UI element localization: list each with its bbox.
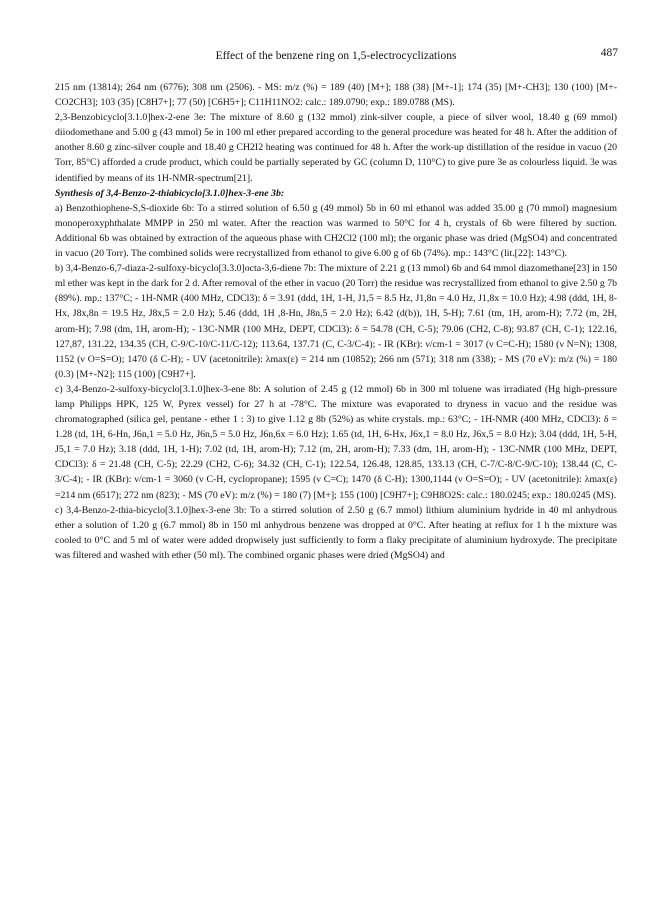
body-text: [55, 80, 617, 563]
paragraph-step-b: b) 3,4-Benzo-6,7-diaza-2-sulfoxy-bicyclo[3.3.0]octa-3,6-diene 7b: The mixture of 2.21 g (13 mmol) 6b and 64 mmol diazomethane[23] in 150 ml ether was kept in the dark for 2 d. After removal of the ether in vacuo (20 Torr) the residue was recrystallized from ethanol to give 2.50 g 7b (89%). mp.: 137°C; - 1H-NMR (400 MHz, CDCl3): δ = 3.91 (ddd, 1H, 1-H, J1,5 = 8.5 Hz, J1,8n = 4.0 Hz, J1,8x = 10.0 Hz); 4.98 (ddd, 1H, 8-Hx, J8x,8n = 19.5 Hz, J8x,5 = 2.0 Hz); 5.46 (ddd, 1H ,8-Hn, J8n,5 = 2.0 Hz); 6.42 (d(b)), 1H, 5-H); 7.61 (tm, 1H, arom-H); 7.72 (m, 2H, arom-H); 7.98 (dm, 1H, arom-H); - 13C-NMR (100 MHz, DEPT, CDCl3): δ = 54.78 (CH, C-5); 79.06 (CH2, C-8); 93.87 (CH, C-1); 122.16, 127,87, 131.22, 134.35 (CH, C-9/C-10/C-11/C-12); 113.64, 137.71 (C, C-3/C-4); - IR (KBr): ν/cm-1 = 3017 (ν C=C-H); 1580 (ν N=N); 1308, 1152 (ν O=S=O); 1470 (δ C-H); - UV (acetonitrile): λmax(ε) = 214 nm (10852); 266 nm (571); 318 nm (338); - MS (70 eV): m/z (%) = 180 (0.3) [M+-N2]; 115 (100) [C9H7+].: [55, 263, 617, 380]
paragraph-ms-data: 215 nm (13814); 264 nm (6776); 308 nm (2506). - MS: m/z (%) = 189 (40) [M+]; 188 (38) [M+-1]; 174 (35) [M+-CH3]; 130 (100) [M+-CO2CH3]; 103 (35) [C8H7+]; 77 (50) [C6H5+]; C11H11NO2: calc.: 189.0790; exp.: 189.0788 (MS).: [55, 82, 617, 109]
paragraph-step-a: a) Benzothiophene-S,S-dioxide 6b: To a stirred solution of 6.50 g (49 mmol) 5b in 60 ml ethanol was added 35.00 g (70 mmol) magnesium monoperoxyphthalate MMPP in 250 ml water. After the reaction was warmed to 50°C for 4 h, crystals of 6b were filtered by suction. Additional 6b was obtained by extraction of the aqueous phase with CH2Cl2 (100 ml); the organic phase was dried (MgSO4) and concentrated in vacuo (20 Torr). The combined solids were recrystallized from ethanol to give 6.00 g of 6b (74%). mp.: 143°C (lit.[22]: 143°C).: [55, 202, 617, 260]
page-number: 487: [600, 47, 618, 59]
paragraph-step-c-3b: c) 3,4-Benzo-2-thia-bicyclo[3.1.0]hex-3-ene 3b: To a stirred solution of 2.50 g (6.7 mmol) lithium aluminium hydride in 40 ml anhydrous ether a solution of 1.20 g (6.7 mmol) 8b in 150 ml anhydrous benzene was dropped at 0°C. After heating at reflux for 1 h the mixture was cooled to 0°C and 5 ml of water were added dropwisely just sufficiently to form a flaky precipitate of aluminium hydroxyde. The precipitate was filtered and washed with ether (50 ml). The combined organic phases were dried (MgSO4) and: [55, 504, 617, 561]
running-title: Effect of the benzene ring on 1,5-electrocyclizations: [215, 50, 457, 62]
paragraph-step-c-8b: c) 3,4-Benzo-2-sulfoxy-bicyclo[3.1.0]hex-3-ene 8b: A solution of 2.45 g (12 mmol) 6b in 300 ml toluene was irradiated (Hg high-pressure lamp Philipps HPK, 125 W, Pyrex vessel) for 27 h at -78°C. The mixture was evaporated to dryness in vacuo and the residue was chromatographed (silica gel, pentane - ether 1 : 3) to give 1.12 g 8b (52%) as white crystals. mp.: 63°C; - 1H-NMR (400 MHz, CDCl3): δ = 1.28 (td, 1H, 6-Hn, J6n,1 = 5.0 Hz, J6n,5 = 5.0 Hz, J6n,6x = 6.0 Hz); 1.65 (td, 1H, 6-Hx, J6x,1 = 8.0 Hz, J6x,5 = 8.0 Hz); 3.04 (ddd, 1H, 5-H, J5,1 = 7.0 Hz); 3.18 (ddd, 1H, 1-H); 7.02 (td, 1H, arom-H); 7.12 (m, 2H, arom-H); 7.33 (dm, 1H, arom-H); - 13C-NMR (100 MHz, DEPT, CDCl3): δ = 21.48 (CH, C-5); 22.29 (CH2, C-6); 34.32 (CH, C-1); 122.54, 126.48, 128.85, 133.13 (CH, C-7/C-8/C-9/C-10); 138.44 (C, C-3/C-4); - IR (KBr): ν/cm-1 = 3060 (ν C-H, cyclopropane); 1595 (ν C=C); 1470 (δ C-H); 1300,1144 (ν O=S=O); - UV (acetonitrile): λmax(ε) =214 nm (6517); 272 nm (823); - MS (70 eV): m/z (%) = 180 (7) [M+]; 155 (100) [C9H7+]; C9H8O2S: calc.: 180.0245; exp.: 180.0245 (MS).: [55, 383, 617, 501]
paragraph-compound-3e: 2,3-Benzobicyclo[3.1.0]hex-2-ene 3e: The mixture of 8.60 g (132 mmol) zink-silver couple, a piece of silver wool, 18.40 g (69 mmol) diiodomethane and 5.00 g (43 mmol) 5e in 100 ml ether prepared according to the general procedure was heated for 48 h. After the addition of another 8.60 g zinc-silver couple and 18.40 g CH2I2 heating was continued for 48 h. After the work-up distillation of the residue in vacuo (20 Torr, 85°C) afforded a crude product, which could be partially seperated by GC (column D, 110°C) to give pure 3e as colourless liquid. 3e was identified by means of its 1H-NMR-spectrum[21].: [55, 112, 617, 184]
section-heading-synthesis-3b: Synthesis of 3,4-Benzo-2-thiabicyclo[3.1.0]hex-3-ene 3b:: [55, 187, 285, 199]
